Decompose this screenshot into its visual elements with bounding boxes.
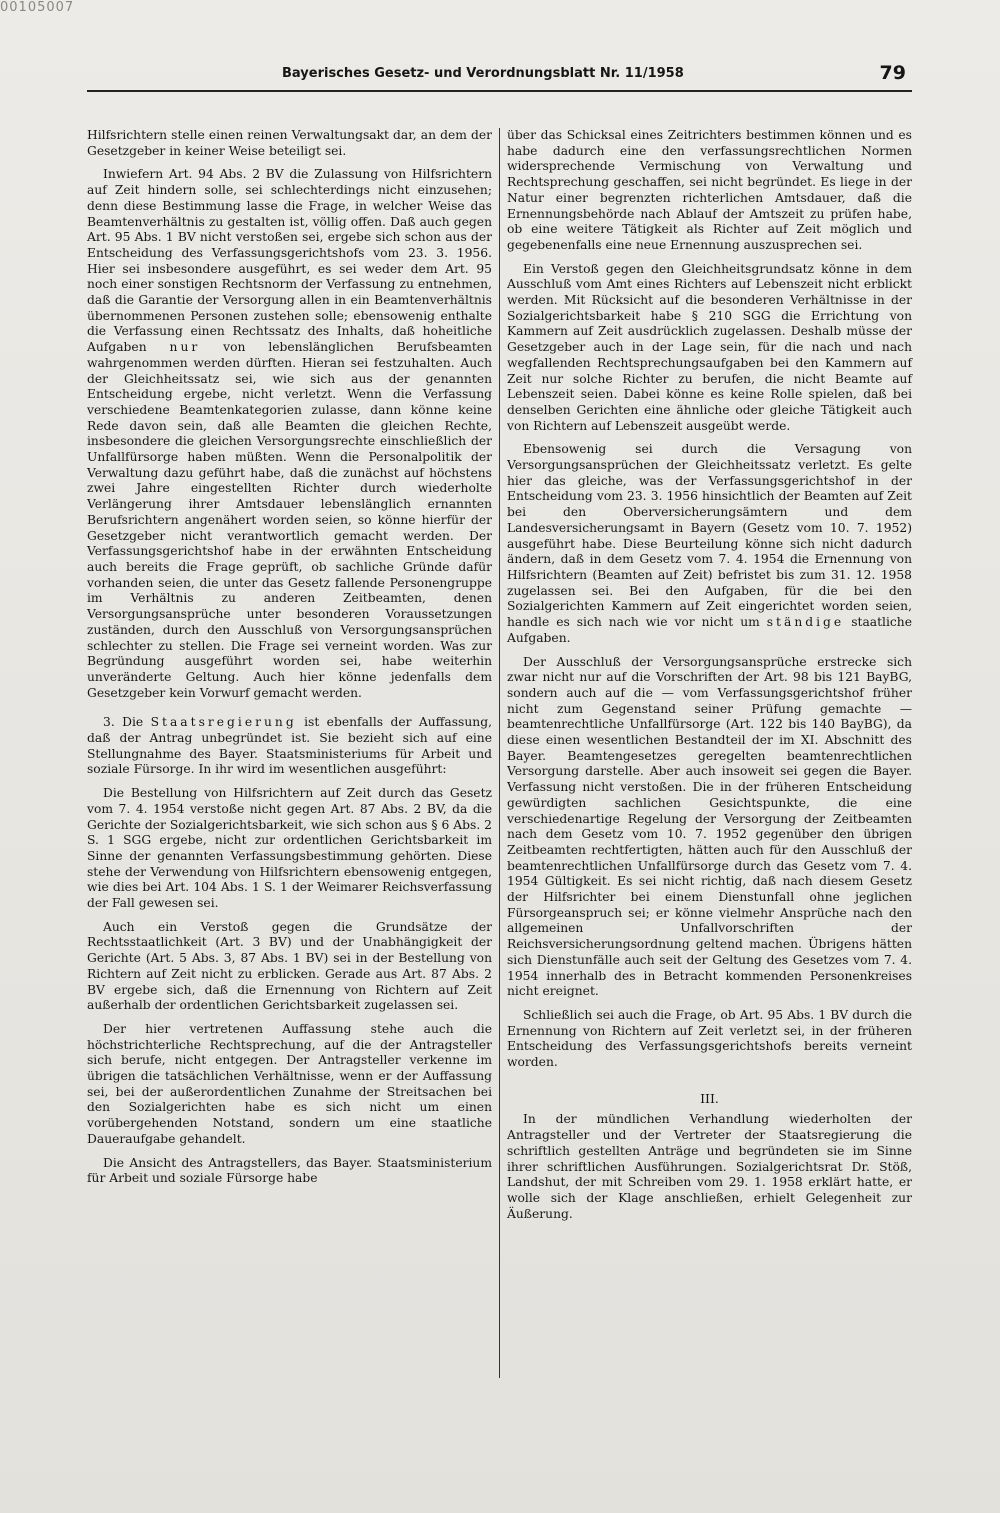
header-rule xyxy=(87,90,912,92)
publication-title: Bayerisches Gesetz- und Verordnungsblatt Nr. 11/1958 xyxy=(282,66,684,81)
paragraph: über das Schicksal eines Zeitrichters bestimmen können und es habe dadurch eine den verfassungsrechtlichen Normen widersprechende Vermischung von Verwaltung und Rechtsprechung geschaffen, sei nicht begründet. Es liege in der Natur einer begrenzten richterlichen Amtsdauer, daß die Ernennungsbehörde nach Ablauf der Amtszeit zu prüfen habe, ob eine weitere Tätigkeit als Richter auf Zeit möglich und gegebenenfalls eine neue Ernennung auszusprechen sei. xyxy=(507,128,912,252)
paragraph-text: 3. Die xyxy=(103,715,144,730)
paragraph-text: von lebenslänglichen Berufsbeamten wahrgenommen werden dürften. Hieran sei festzuhalten. Auch der Gleichheitssatz sei, wie sich aus der genannten Entscheidung ergebe, nicht verletzt. Wenn die Verfassung verschiedene Beamtenkategorien zulasse, dann könne keine Rede davon sein, daß alle Beamten die gleichen Rechte, insbesondere die gleichen Versorgungsrechte einschließlich der Unfallfürsorge haben müßten. Wenn die Personalpolitik der Verwaltung dazu geführt habe, daß die zunächst auf höchstens zwei Jahre eingestellten Richter durch wiederholte Verlängerung ihrer Amtsdauer lebenslänglich ernannten Berufsrichtern angenähert worden seien, so könne hierfür der Gesetzgeber nicht verantwortlich gemacht werden. Der Verfassungsgerichtshof habe in der erwähnten Entscheidung auch bereits die Frage geprüft, ob sachliche Gründe dafür vorhanden seien, die unter das Gesetz fallende Personengruppe im Verhältnis zu anderen Zeitbeamten, denen Versorgungsansprüche unter besonderen Voraussetzungen zuständen, durch den Ausschluß von Versorgungsansprüchen schlechter zu stellen. Die Frage sei verneint worden. Was zur Begründung ausgeführt worden sei, habe weiterhin unveränderte Geltung. Auch hier könne jedenfalls dem Gesetzgeber kein Vorwurf gemacht werden. xyxy=(87,340,492,700)
paragraph-text: ist ebenfalls der Auffassung, daß der Antrag unbegründet ist. Sie bezieht sich auf eine Stellungnahme des Bayer. Staatsministeriums für Arbeit und soziale Fürsorge. In ihr wird im wesentlichen ausgeführt: xyxy=(87,715,492,777)
paragraph xyxy=(87,715,492,778)
right-column xyxy=(507,128,912,1230)
paragraph: Hilfsrichtern stelle einen reinen Verwaltungsakt dar, an dem der Gesetzgeber in keiner Weise beteiligt sei. xyxy=(87,128,492,158)
paragraph: Der hier vertretenen Auffassung stehe auch die höchstrichterliche Rechtsprechung, auf die der Antragsteller sich berufe, nicht entgegen. Der Antragsteller verkenne im übrigen die tatsächlichen Verhältnisse, wenn er der Auffassung sei, bei der außerordentlichen Zunahme der Streitsachen bei den Sozialgerichten habe es sich nicht um einen vorübergehenden Notstand, sondern um eine staatliche Daueraufgabe gehandelt. xyxy=(87,1021,492,1146)
section-heading: III. xyxy=(700,1090,719,1106)
paragraph-text: Inwiefern Art. 94 Abs. 2 BV die Zulassung von Hilfsrichtern auf Zeit hindern solle, sei schlechterdings nicht einzusehen; denn diese Bestimmung lasse die Frage, in welcher Weise das Beamtenverhältnis zu gestalten ist, völlig offen. Daß auch gegen Art. 95 Abs. 1 BV nicht verstoßen sei, ergebe sich schon aus der Entscheidung des Verfassungsgerichtshofs vom 23. 3. 1956. Hier sei insbesondere ausgeführt, es sei weder dem Art. 95 noch einer sonstigen Rechtsnorm der Verfassung zu entnehmen, daß die Garantie der Versorgung allen in ein Beamtenverhältnis übernommenen Personen zustehen solle; ebensowenig enthalte die Verfassung einen Rechtssatz des Inhalts, daß hoheitliche Aufgaben xyxy=(87,167,492,355)
paragraph xyxy=(87,167,492,701)
paragraph-text: Ebensowenig sei durch die Versagung von Versorgungsansprüchen der Gleichheitssatz verletzt. Es gelte hier das gleiche, was der Verfassungsgerichtshof in der Entscheidung vom 23. 3. 1956 hinsichtlich der Beamten auf Zeit bei den Oberversicherungsämtern und dem Landesversicherungsamt in Bayern (Gesetz vom 10. 7. 1952) ausgeführt habe. Diese Beurteilung könne sich nicht dadurch ändern, daß in dem Gesetz vom 7. 4. 1954 die Ernennung von Hilfsrichtern (Beamten auf Zeit) befristet bis zum 31. 12. 1958 zugelassen sei. Bei den Aufgaben, für die bei den Sozialgerichten Kammern auf Zeit eingerichtet worden seien, handle es sich nach wie vor nicht um xyxy=(507,442,912,630)
paragraph: Auch ein Verstoß gegen die Grundsätze der Rechtsstaatlichkeit (Art. 3 BV) und der Unabhängigkeit der Gerichte (Art. 5 Abs. 3, 87 Abs. 1 BV) sei in der Bestellung von Richtern auf Zeit nicht zu erblicken. Gerade aus Art. 87 Abs. 2 BV ergebe sich, daß die Ernennung von Richtern auf Zeit außerhalb der ordentlichen Gerichtsbarkeit zugelassen sei. xyxy=(87,919,492,1013)
paragraph: In der mündlichen Verhandlung wiederholten der Antragsteller und der Vertreter der Staatsregierung die schriftlich gestellten Anträge und begründeten sie im Sinne ihrer schriftlichen Ausführungen. Sozialgerichtsrat Dr. Stöß, Landshut, der mit Schreiben vom 29. 1. 1958 erklärt hatte, er wolle sich der Klage anschließen, erhielt Gelegenheit zur Äußerung. xyxy=(507,1112,912,1221)
spaced-word: Staatsregierung xyxy=(150,715,297,730)
paragraph xyxy=(507,442,912,646)
paragraph: Der Ausschluß der Versorgungsansprüche erstrecke sich zwar nicht nur auf die Vorschriften der Art. 98 bis 121 BayBG, sondern auch auf die — vom Verfassungsgerichtshof früher nicht zum Gegenstand seiner Prüfung gemachte — beamtenrechtliche Unfallfürsorge (Art. 122 bis 140 BayBG), da diese einen wesentlichen Bestandteil der im XI. Abschnitt des Bayer. Beamtengesetzes geregelten beamtenrechtlichen Versorgung darstelle. Aber auch insoweit sei gegen die Bayer. Verfassung nicht verstoßen. Die in der früheren Entscheidung gewürdigten sachlichen Gesichtspunkte, die eine verschiedenartige Regelung der Versorgung der Zeitbeamten nach dem Gesetz vom 10. 7. 1952 gegenüber den übrigen Zeitbeamten rechtfertigten, hätten auch für den Ausschluß der beamtenrechtlichen Unfallfürsorge durch das Gesetz vom 7. 4. 1954 Gültigkeit. Es sei nicht richtig, daß nach diesem Gesetz der Hilfsrichter bei einem Dienstunfall ohne jeglichen Fürsorgeanspruch sei; er könne vielmehr Ansprüche nach den allgemeinen Unfallvorschriften der Reichsversicherungsordnung geltend machen. Übrigens hätten sich Dienstunfälle auch seit der Geltung des Gesetzes vom 7. 4. 1954 innerhalb des in Betracht kommenden Personenkreises nicht ereignet. xyxy=(507,654,912,999)
page-number: 79 xyxy=(879,62,906,84)
left-column xyxy=(87,128,492,1195)
paragraph-text: staatliche Aufgaben. xyxy=(507,615,912,645)
column-divider xyxy=(499,128,500,1378)
paragraph: Ein Verstoß gegen den Gleichheitsgrundsatz könne in dem Ausschluß vom Amt eines Richters auf Lebenszeit nicht erblickt werden. Mit Rücksicht auf die besonderen Verhältnisse in der Sozialgerichtsbarkeit habe § 210 SGG die Errichtung von Kammern auf Zeit ausdrücklich zugelassen. Deshalb müsse der Gesetzgeber auch in der Lage sein, für die nach und nach wegfallenden Rechtsprechungsaufgaben bei den Kammern auf Zeit nur solche Richter zu berufen, die nicht Beamte auf Lebenszeit seien. Dabei könne es keine Rolle spielen, daß bei denselben Gerichten eine ähnliche oder gleiche Tätigkeit auch von Richtern auf Lebenszeit ausgeübt werde. xyxy=(507,261,912,433)
archive-number: 00105007 xyxy=(0,0,75,15)
spaced-word: nur xyxy=(169,340,201,355)
page-header xyxy=(282,64,912,90)
paragraph: Die Bestellung von Hilfsrichtern auf Zeit durch das Gesetz vom 7. 4. 1954 verstoße nicht gegen Art. 87 Abs. 2 BV, da die Gerichte der Sozialgerichtsbarkeit, wie sich schon aus § 6 Abs. 2 S. 1 SGG ergebe, nicht zur ordentlichen Gerichtsbarkeit im Sinne der genannten Verfassungsbestimmung gehörten. Diese stehe der Verwendung von Hilfsrichtern ebensowenig entgegen, wie dies bei Art. 104 Abs. 1 S. 1 der Weimarer Reichsverfassung der Fall gewesen sei. xyxy=(87,786,492,911)
paragraph: Die Ansicht des Antragstellers, das Bayer. Staatsministerium für Arbeit und soziale Fürsorge habe xyxy=(87,1155,492,1186)
paragraph: Schließlich sei auch die Frage, ob Art. 95 Abs. 1 BV durch die Ernennung von Richtern auf Zeit verletzt sei, in der früheren Entscheidung des Verfassungsgerichtshofs bereits verneint worden. xyxy=(507,1007,912,1070)
spaced-word: ständige xyxy=(766,615,845,630)
